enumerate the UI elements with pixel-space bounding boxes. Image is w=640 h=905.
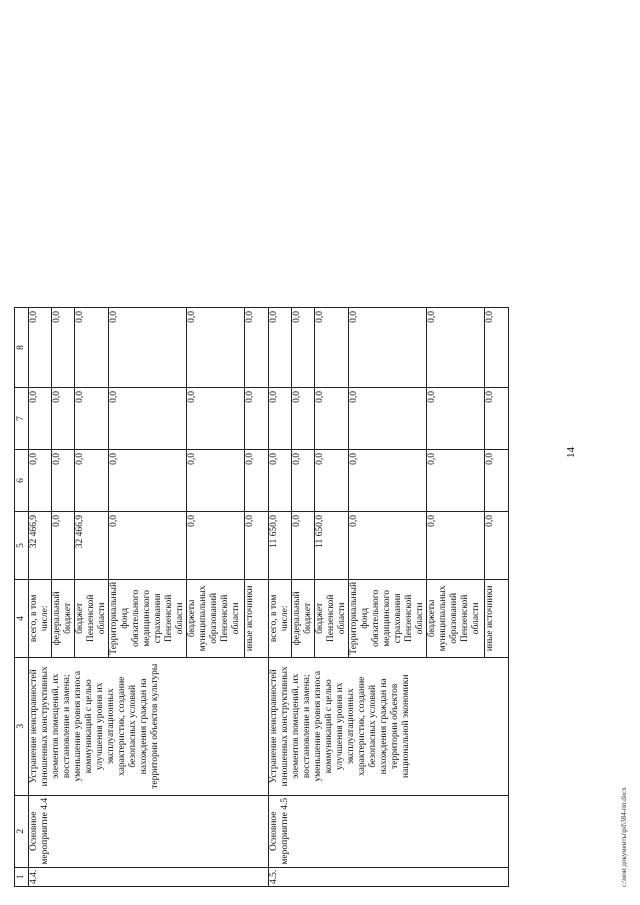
value-col7: 0,0 bbox=[485, 387, 509, 449]
value-col6: 0,0 bbox=[485, 449, 509, 511]
value-col7: 0,0 bbox=[187, 387, 245, 449]
value-col8: 0,0 bbox=[29, 307, 52, 387]
value-col8: 0,0 bbox=[292, 307, 315, 387]
event-number: 4.4. bbox=[29, 867, 269, 886]
header-row bbox=[15, 307, 29, 886]
value-col7: 0,0 bbox=[245, 387, 269, 449]
value-col8: 0,0 bbox=[187, 307, 245, 387]
value-col5: 0,0 bbox=[349, 511, 427, 579]
header-cell: 5 bbox=[15, 511, 29, 579]
funding-source: иные источники bbox=[245, 579, 269, 657]
funding-source: федеральный бюджет bbox=[292, 579, 315, 657]
value-col5: 0,0 bbox=[187, 511, 245, 579]
value-col8: 0,0 bbox=[109, 307, 187, 387]
value-col7: 0,0 bbox=[29, 387, 52, 449]
funding-source: бюджеты муниципальных образований Пензенской области bbox=[187, 579, 245, 657]
value-col5: 0,0 bbox=[52, 511, 75, 579]
value-col6: 0,0 bbox=[29, 449, 52, 511]
value-col5: 0,0 bbox=[292, 511, 315, 579]
table-row bbox=[29, 307, 52, 886]
value-col7: 0,0 bbox=[292, 387, 315, 449]
value-col6: 0,0 bbox=[75, 449, 109, 511]
value-col5: 0,0 bbox=[485, 511, 509, 579]
value-col5: 32 466,9 bbox=[29, 511, 52, 579]
footer-path: c:\мои документы\pd\384-пп.docx bbox=[620, 787, 628, 887]
header-cell: 6 bbox=[15, 449, 29, 511]
value-col5: 32 466,9 bbox=[75, 511, 109, 579]
value-col7: 0,0 bbox=[315, 387, 349, 449]
funding-source: бюджет Пензенской области bbox=[75, 579, 109, 657]
table-body bbox=[15, 307, 509, 886]
funding-source: бюджет Пензенской области bbox=[315, 579, 349, 657]
funding-source: федеральный бюджет bbox=[52, 579, 75, 657]
value-col5: 11 650,0 bbox=[315, 511, 349, 579]
funding-source: бюджеты муниципальных образований Пензенской области bbox=[427, 579, 485, 657]
event-name: Основное мероприятие 4.5 bbox=[269, 795, 509, 867]
value-col6: 0,0 bbox=[349, 449, 427, 511]
value-col5: 0,0 bbox=[245, 511, 269, 579]
value-col6: 0,0 bbox=[109, 449, 187, 511]
value-col6: 0,0 bbox=[52, 449, 75, 511]
value-col8: 0,0 bbox=[349, 307, 427, 387]
header-cell: 3 bbox=[15, 657, 29, 795]
value-col6: 0,0 bbox=[427, 449, 485, 511]
table-row bbox=[269, 307, 292, 886]
value-col7: 0,0 bbox=[269, 387, 292, 449]
header-cell: 4 bbox=[15, 579, 29, 657]
value-col6: 0,0 bbox=[187, 449, 245, 511]
page-number: 14 bbox=[565, 447, 577, 458]
value-col8: 0,0 bbox=[427, 307, 485, 387]
value-col8: 0,0 bbox=[269, 307, 292, 387]
funding-source: всего, в том числе: bbox=[269, 579, 292, 657]
event-description: Устранение неисправностей изношенных конструктивных элементов помещений, их восстановление и замена; уменьшение уровня износа коммуникаций с целью улучшения уровня их эксплуатационных характеристик, создание безопасных условий нахождения граждан на территории объектов национальной экономики bbox=[269, 657, 509, 795]
value-col6: 0,0 bbox=[245, 449, 269, 511]
value-col6: 0,0 bbox=[269, 449, 292, 511]
header-cell: 1 bbox=[15, 867, 29, 886]
event-description: Устранение неисправностей изношенных конструктивных элементов помещений, их восстановление и замена; уменьшение уровня износа коммуникаций с целью улучшения уровня их эксплуатационных характеристик, создание безопасных условий нахождения граждан на территории объектов культуры bbox=[29, 657, 269, 795]
value-col5: 0,0 bbox=[427, 511, 485, 579]
value-col7: 0,0 bbox=[109, 387, 187, 449]
value-col7: 0,0 bbox=[427, 387, 485, 449]
value-col5: 0,0 bbox=[109, 511, 187, 579]
value-col6: 0,0 bbox=[315, 449, 349, 511]
funding-source: всего, в том числе: bbox=[29, 579, 52, 657]
funding-source: Территориальный фонд обязательного медицинского страхования Пензенской области bbox=[349, 579, 427, 657]
value-col6: 0,0 bbox=[292, 449, 315, 511]
header-cell: 8 bbox=[15, 307, 29, 387]
value-col8: 0,0 bbox=[75, 307, 109, 387]
header-cell: 7 bbox=[15, 387, 29, 449]
value-col5: 11 650,0 bbox=[269, 511, 292, 579]
value-col8: 0,0 bbox=[315, 307, 349, 387]
value-col7: 0,0 bbox=[75, 387, 109, 449]
event-number: 4.5. bbox=[269, 867, 509, 886]
value-col8: 0,0 bbox=[485, 307, 509, 387]
value-col7: 0,0 bbox=[349, 387, 427, 449]
header-cell: 2 bbox=[15, 795, 29, 867]
value-col7: 0,0 bbox=[52, 387, 75, 449]
event-name: Основное мероприятие 4.4 bbox=[29, 795, 269, 867]
financing-table bbox=[14, 307, 509, 887]
funding-source: Территориальный фонд обязательного медицинского страхования Пензенской области bbox=[109, 579, 187, 657]
value-col8: 0,0 bbox=[245, 307, 269, 387]
value-col8: 0,0 bbox=[52, 307, 75, 387]
funding-source: иные источники bbox=[485, 579, 509, 657]
